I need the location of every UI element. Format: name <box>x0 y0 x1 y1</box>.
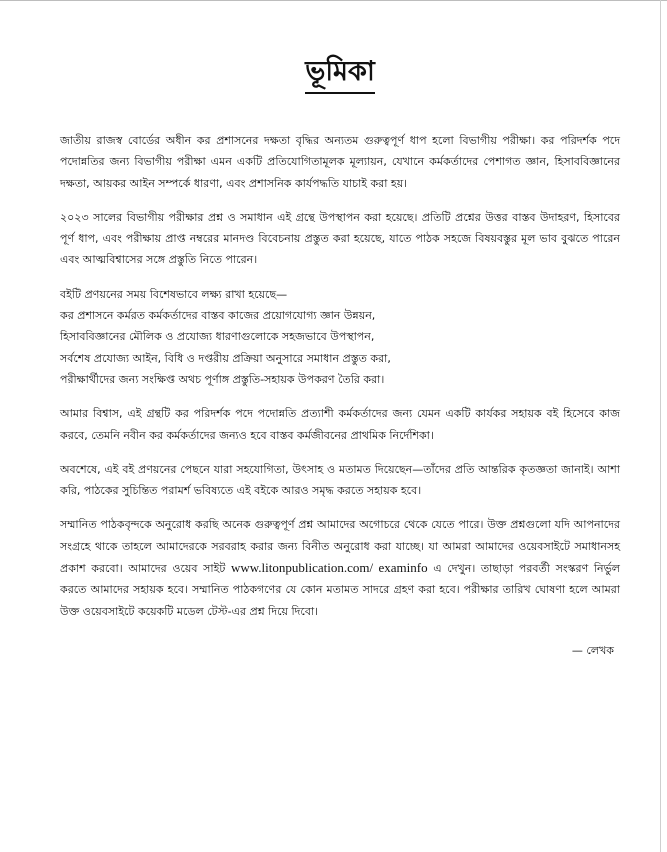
list-intro: বইটি প্রণয়নের সময় বিশেষভাবে লক্ষ্য রাখা হয়েছে— <box>60 287 288 301</box>
list-item: পরীক্ষার্থীদের জন্য সংক্ষিপ্ত অথচ পূর্ণাঙ্গ প্রস্তুতি-সহায়ক উপকরণ তৈরি করা। <box>60 372 385 386</box>
paragraph-request <box>60 514 620 621</box>
list-item: হিসাববিজ্ঞানের মৌলিক ও প্রযোজ্য ধারণাগুলোকে সহজভাবে উপস্থাপন, <box>60 330 375 344</box>
focus-list <box>60 305 620 390</box>
paragraph-2023-exam: ২০২৩ সালের বিভাগীয় পরীক্ষার প্রশ্ন ও সমাধান এই গ্রন্থে উপস্থাপন করা হয়েছে। প্রতিটি প্রশ্নের উত্তর বাস্তব উদাহরণ, হিসাবের পূর্ণ ধাপ, এবং পরীক্ষায় প্রাপ্ত নম্বরের মানদণ্ড বিবেচনায় প্রস্তুত করা হয়েছে, যাতে পাঠক সহজে বিষয়বস্তুর মূল ভাব বুঝতে পারেন এবং আত্মবিশ্বাসের সঙ্গে প্রস্তুতি নিতে পারেন। <box>60 210 620 267</box>
preface-page <box>60 52 620 661</box>
page-right-border <box>660 0 661 852</box>
request-text: সম্মানিত পাঠকবৃন্দকে অনুরোধ করছি অনেক গুরুত্বপূর্ণ প্রশ্ন আমাদের অগোচরে থেকে যেতে পারে। উক্ত প্রশ্নগুলো যদি আপনাদের সংগ্রহে থাকে তাহলে আমাদেরকে সরবরাহ করার জন্য বিনীত অনুরোধ করা যাচ্ছে। যা আমরা আমাদের ওয়েবসাইটে সমাধানসহ প্রকাশ করবো। আমাদের ওয়েব সাইট <box>60 518 620 576</box>
list-item: সর্বশেষ প্রযোজ্য আইন, বিধি ও দপ্তরীয় প্রক্রিয়া অনুসারে সমাধান প্রস্তুত করা, <box>60 351 391 365</box>
paragraph-belief: আমার বিশ্বাস, এই গ্রন্থটি কর পরিদর্শক পদে পদোন্নতি প্রত্যাশী কর্মকর্তাদের জন্য যেমন একটি কার্যকর সহায়ক বই হিসেবে কাজ করবে, তেমনি নবীন কর কর্মকর্তাদের জন্যও হবে বাস্তব কর্মজীবনের প্রাথমিক নির্দেশিকা। <box>60 407 620 442</box>
author-signature: — লেখক <box>571 643 614 657</box>
request-text-end: এ দেখুন। তাছাড়া পরবর্তী সংস্করণ নির্ভুল করতে আমাদের সহায়ক হবে। সম্মানিত পাঠকগণের যে কোন মতামত সাদরে গ্রহণ করা হবে। পরীক্ষার তারিখ ঘোষণা হলে আমরা উক্ত ওয়েবসাইটে কয়েকটি মডেল টেস্ট-এর প্রশ্ন দিয়ে দিবো। <box>60 562 620 618</box>
list-item: কর প্রশাসনে কর্মরত কর্মকর্তাদের বাস্তব কাজের প্রয়োগযোগ্য জ্ঞান উন্নয়ন, <box>60 309 376 323</box>
paragraph-intro: জাতীয় রাজস্ব বোর্ডের অধীন কর প্রশাসনের দক্ষতা বৃদ্ধির অন্যতম গুরুত্বপূর্ণ ধাপ হলো বিভাগীয় পরীক্ষা। কর পরিদর্শক পদে পদোন্নতির জন্য বিভাগীয় পরীক্ষা এমন একটি প্রতিযোগিতামূলক মূল্যায়ন, যেখানে কর্মকর্তাদের পেশাগত জ্ঞান, হিসাববিজ্ঞানের দক্ষতা, আয়কর আইন সম্পর্কে ধারণা, এবং প্রশাসনিক কার্যপদ্ধতি যাচাই করা হয়। <box>60 134 620 190</box>
page-title: ভূমিকা <box>305 52 375 94</box>
paragraph-gratitude: অবশেষে, এই বই প্রণয়নের পেছনে যারা সহযোগিতা, উৎসাহ ও মতামত দিয়েছেন—তাঁদের প্রতি আন্তরিক কৃতজ্ঞতা জানাই। আশা করি, পাঠকের সুচিন্তিত পরামর্শ ভবিষ্যতে এই বইকে আরও সমৃদ্ধ করতে সহায়ক হবে। <box>60 462 620 498</box>
website-url: www.litonpublication.com/ examinfo <box>230 560 428 576</box>
title-block <box>60 52 620 94</box>
page-top-border <box>0 0 667 1</box>
